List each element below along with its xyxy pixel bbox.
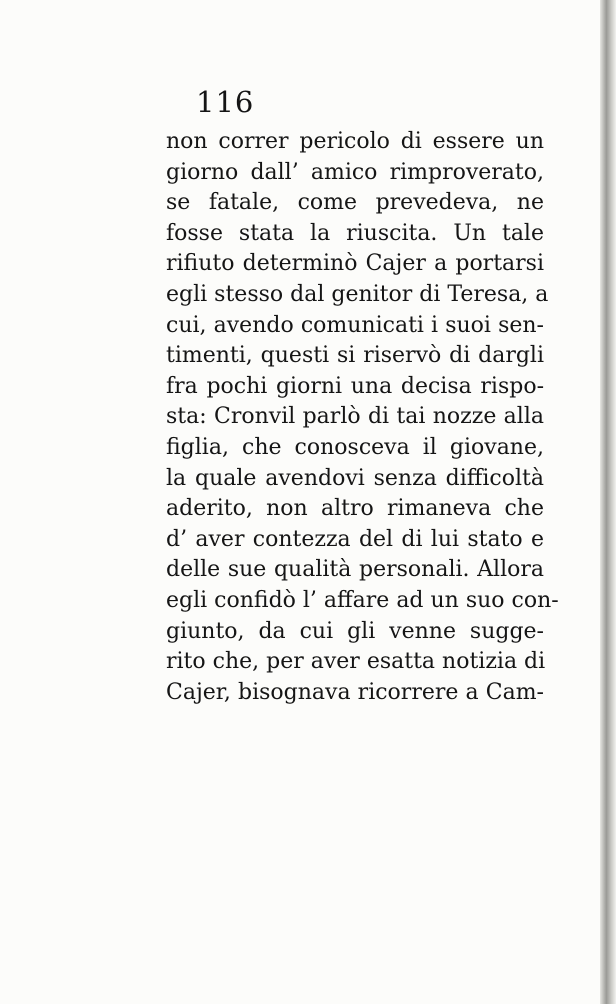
text-line: giunto, da cui gli venne sugge- — [166, 618, 544, 644]
page-number: 116 — [196, 85, 255, 119]
text-line: fosse stata la riuscita. Un tale — [166, 220, 544, 246]
body-text — [166, 127, 559, 708]
page-edge — [600, 0, 616, 1004]
text-line: rito che, per aver esatta notizia di — [166, 649, 546, 675]
text-line: non correr pericolo di essere un — [166, 129, 544, 154]
text-line: delle sue qualità personali. Allora — [166, 557, 544, 583]
text-line: egli confidò l’ affare ad un suo con- — [166, 587, 559, 613]
text-line: sta: Cronvil parlò di tai nozze alla — [166, 404, 544, 430]
text-line: la quale avendovi senza difficoltà — [166, 465, 544, 491]
text-line: cui, avendo comunicati i suoi sen- — [166, 312, 544, 338]
text-line: se fatale, come prevedeva, ne — [166, 190, 544, 216]
text-line: figlia, che conosceva il giovane, — [166, 434, 544, 460]
text-line: timenti, questi si riservò di dargli — [166, 343, 544, 369]
text-line: egli stesso dal genitor di Teresa, a — [166, 281, 549, 307]
text-line: d’ aver contezza del di lui stato e — [166, 526, 544, 552]
text-line: rifiuto determinò Cajer a portarsi — [166, 251, 544, 277]
text-line: aderito, non altro rimaneva che — [166, 496, 544, 522]
text-line: giorno dall’ amico rimproverato, — [166, 159, 544, 185]
text-line: fra pochi giorni una decisa rispo- — [166, 373, 544, 399]
text-line: Cajer, bisognava ricorrere a Cam- — [166, 679, 544, 705]
